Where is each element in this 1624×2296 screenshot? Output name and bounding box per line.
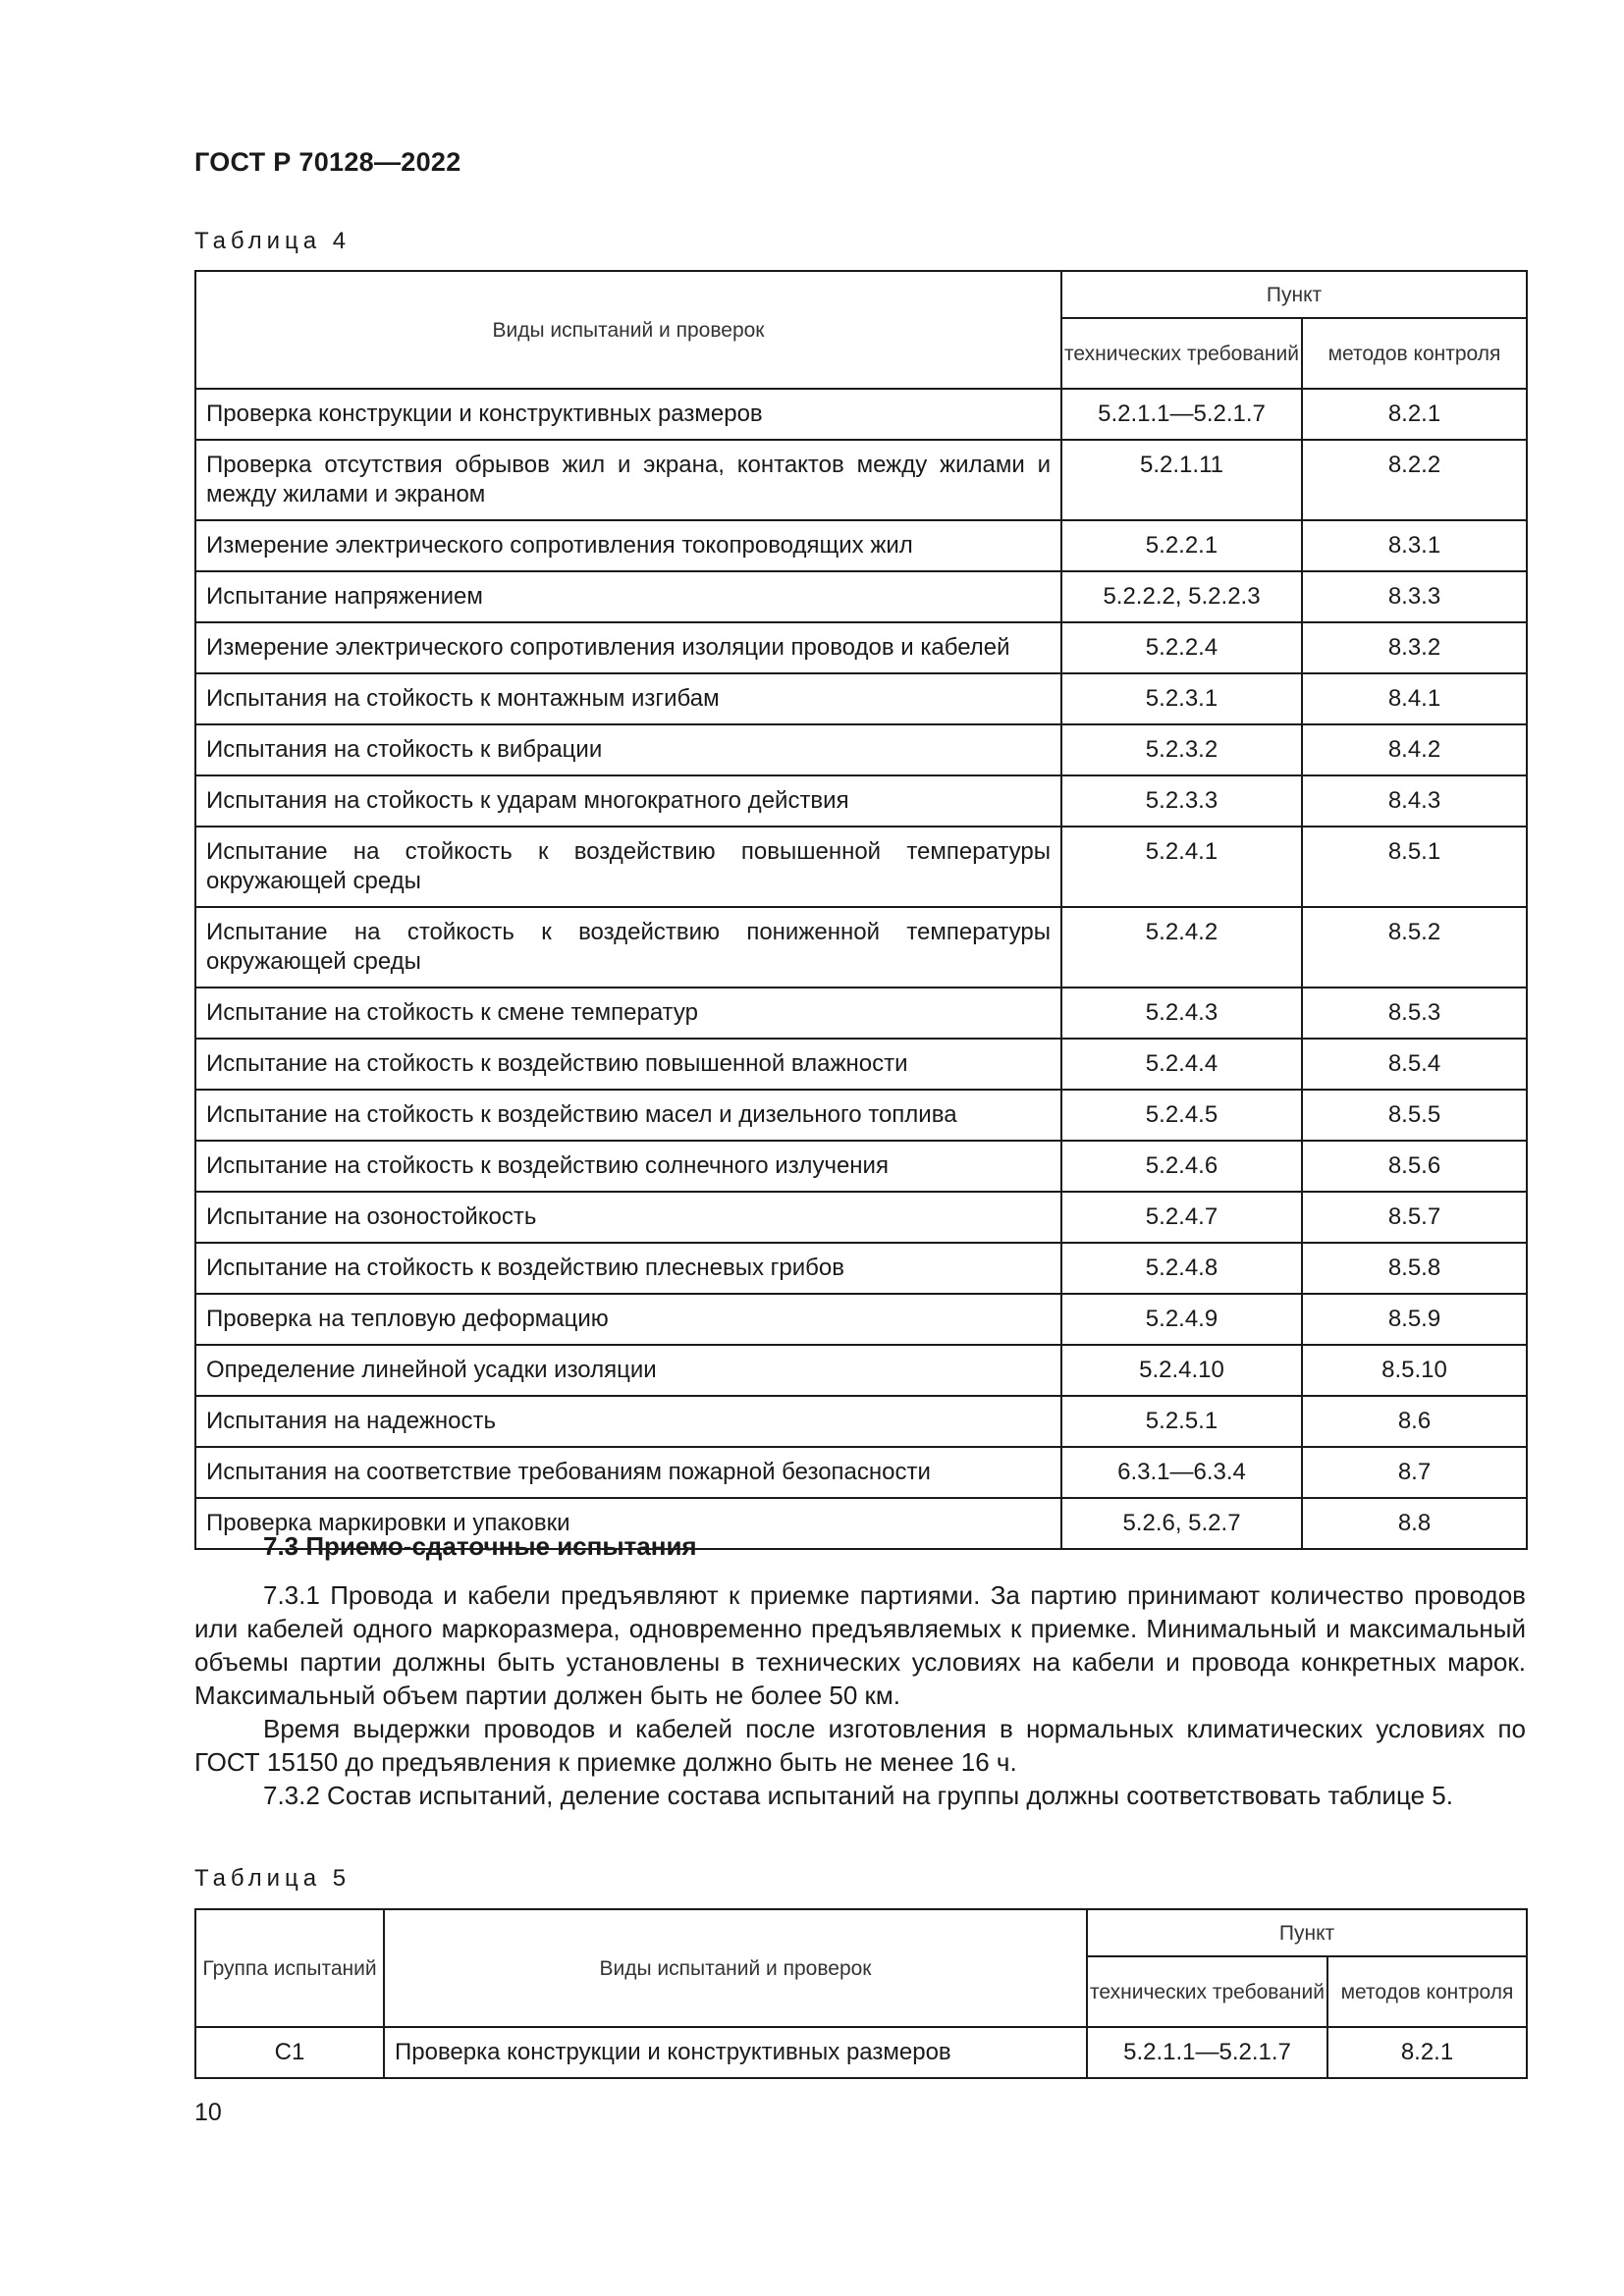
control-method-cell: 8.2.1 — [1327, 2027, 1527, 2078]
table-5-header-methods: методов контроля — [1327, 1956, 1527, 2027]
test-name-cell: Испытания на стойкость к монтажным изгибам — [195, 673, 1061, 724]
control-method-cell: 8.5.3 — [1302, 988, 1527, 1039]
control-method-cell: 8.5.9 — [1302, 1294, 1527, 1345]
table-5-header-test: Виды испытаний и проверок — [384, 1909, 1087, 2027]
control-method-cell: 8.4.2 — [1302, 724, 1527, 775]
test-name-cell: Испытание на стойкость к смене температур — [195, 988, 1061, 1039]
tech-requirement-cell: 5.2.4.4 — [1061, 1039, 1302, 1090]
tech-requirement-cell: 5.2.4.8 — [1061, 1243, 1302, 1294]
tech-requirement-cell: 5.2.1.1—5.2.1.7 — [1087, 2027, 1327, 2078]
table-row — [195, 1345, 1527, 1396]
test-name-cell: Испытания на стойкость к вибрации — [195, 724, 1061, 775]
test-name-cell: Испытания на надежность — [195, 1396, 1061, 1447]
test-name-cell: Испытание на стойкость к воздействию солнечного излучения — [195, 1141, 1061, 1192]
tech-requirement-cell: 5.2.4.3 — [1061, 988, 1302, 1039]
table-row — [195, 775, 1527, 827]
tech-requirement-cell: 5.2.4.1 — [1061, 827, 1302, 907]
control-method-cell: 8.3.1 — [1302, 520, 1527, 571]
test-name-cell: Проверка конструкции и конструктивных размеров — [195, 389, 1061, 440]
tech-requirement-cell: 5.2.3.1 — [1061, 673, 1302, 724]
test-name-cell: Испытание на стойкость к воздействию пониженной температуры окружающей среды — [195, 907, 1061, 988]
table-row — [195, 1294, 1527, 1345]
tech-requirement-cell: 5.2.4.6 — [1061, 1141, 1302, 1192]
table-row — [195, 1039, 1527, 1090]
table-row — [195, 724, 1527, 775]
control-method-cell: 8.4.3 — [1302, 775, 1527, 827]
table-row — [195, 1141, 1527, 1192]
table-row — [195, 1090, 1527, 1141]
table-row — [195, 1396, 1527, 1447]
tech-requirement-cell: 5.2.2.2, 5.2.2.3 — [1061, 571, 1302, 622]
test-name-cell: Определение линейной усадки изоляции — [195, 1345, 1061, 1396]
test-name-cell: Проверка конструкции и конструктивных размеров — [384, 2027, 1087, 2078]
tech-requirement-cell: 5.2.6, 5.2.7 — [1061, 1498, 1302, 1549]
control-method-cell: 8.7 — [1302, 1447, 1527, 1498]
document-code: ГОСТ Р 70128—2022 — [194, 147, 461, 177]
table-4-header-test: Виды испытаний и проверок — [195, 271, 1061, 389]
control-method-cell: 8.5.4 — [1302, 1039, 1527, 1090]
control-method-cell: 8.8 — [1302, 1498, 1527, 1549]
table-row — [195, 1192, 1527, 1243]
control-method-cell: 8.5.8 — [1302, 1243, 1527, 1294]
table-4-header-punkt: Пункт — [1061, 271, 1527, 318]
control-method-cell: 8.3.3 — [1302, 571, 1527, 622]
tech-requirement-cell: 5.2.2.1 — [1061, 520, 1302, 571]
control-method-cell: 8.5.7 — [1302, 1192, 1527, 1243]
table-row — [195, 2027, 1527, 2078]
control-method-cell: 8.5.5 — [1302, 1090, 1527, 1141]
tech-requirement-cell: 5.2.4.7 — [1061, 1192, 1302, 1243]
table-5-body — [195, 2027, 1527, 2078]
table-5-caption: Таблица 5 — [194, 1865, 352, 1892]
test-group-cell: С1 — [195, 2027, 384, 2078]
section-heading: 7.3 Приемо-сдаточные испытания — [263, 1531, 697, 1561]
tech-requirement-cell: 5.2.3.3 — [1061, 775, 1302, 827]
control-method-cell: 8.6 — [1302, 1396, 1527, 1447]
test-name-cell: Проверка маркировки и упаковки — [195, 1498, 1061, 1549]
test-name-cell: Испытания на соответствие требованиям пожарной безопасности — [195, 1447, 1061, 1498]
test-name-cell: Испытание на стойкость к воздействию плесневых грибов — [195, 1243, 1061, 1294]
table-4-header-methods: методов контроля — [1302, 318, 1527, 389]
control-method-cell: 8.2.1 — [1302, 389, 1527, 440]
control-method-cell: 8.5.6 — [1302, 1141, 1527, 1192]
table-row — [195, 622, 1527, 673]
tech-requirement-cell: 5.2.4.10 — [1061, 1345, 1302, 1396]
page-number: 10 — [194, 2099, 222, 2126]
tech-requirement-cell: 5.2.4.2 — [1061, 907, 1302, 988]
table-5 — [194, 1908, 1528, 2079]
control-method-cell: 8.2.2 — [1302, 440, 1527, 520]
table-row — [195, 571, 1527, 622]
test-name-cell: Испытание на озоностойкость — [195, 1192, 1061, 1243]
test-name-cell: Испытание на стойкость к воздействию повышенной температуры окружающей среды — [195, 827, 1061, 907]
paragraph-7-3-1: 7.3.1 Провода и кабели предъявляют к приемке партиями. За партию принимают количество проводов или кабелей одного маркоразмера, одновременно предъявляемых к приемке. Минимальный и максимальный объемы партии должны быть установлены в технических условиях на кабели и провода конкретных марок. Максимальный объем партии должен быть не более 50 км. — [194, 1580, 1526, 1710]
table-5-header-group: Группа испытаний — [195, 1909, 384, 2027]
tech-requirement-cell: 5.2.1.11 — [1061, 440, 1302, 520]
test-name-cell: Испытание напряжением — [195, 571, 1061, 622]
test-name-cell: Испытание на стойкость к воздействию масел и дизельного топлива — [195, 1090, 1061, 1141]
table-row — [195, 440, 1527, 520]
table-5-header-tech: технических требований — [1087, 1956, 1327, 2027]
control-method-cell: 8.5.10 — [1302, 1345, 1527, 1396]
table-4-body — [195, 389, 1527, 1549]
table-row — [195, 389, 1527, 440]
table-row — [195, 988, 1527, 1039]
table-4-header-tech: технических требований — [1061, 318, 1302, 389]
table-4 — [194, 270, 1528, 1550]
table-row — [195, 520, 1527, 571]
test-name-cell: Испытания на стойкость к ударам многократного действия — [195, 775, 1061, 827]
table-row — [195, 907, 1527, 988]
table-row — [195, 1243, 1527, 1294]
tech-requirement-cell: 5.2.1.1—5.2.1.7 — [1061, 389, 1302, 440]
test-name-cell: Измерение электрического сопротивления изоляции проводов и кабелей — [195, 622, 1061, 673]
test-name-cell: Проверка на тепловую деформацию — [195, 1294, 1061, 1345]
table-row — [195, 1447, 1527, 1498]
tech-requirement-cell: 5.2.4.9 — [1061, 1294, 1302, 1345]
tech-requirement-cell: 5.2.3.2 — [1061, 724, 1302, 775]
control-method-cell: 8.4.1 — [1302, 673, 1527, 724]
tech-requirement-cell: 6.3.1—6.3.4 — [1061, 1447, 1302, 1498]
test-name-cell: Испытание на стойкость к воздействию повышенной влажности — [195, 1039, 1061, 1090]
paragraph-7-3-2: 7.3.2 Состав испытаний, деление состава испытаний на группы должны соответствовать таблице 5. — [263, 1781, 1453, 1810]
tech-requirement-cell: 5.2.2.4 — [1061, 622, 1302, 673]
table-5-header-punkt: Пункт — [1087, 1909, 1527, 1956]
control-method-cell: 8.3.2 — [1302, 622, 1527, 673]
test-name-cell: Проверка отсутствия обрывов жил и экрана, контактов между жилами и между жилами и экраном — [195, 440, 1061, 520]
test-name-cell: Измерение электрического сопротивления токопроводящих жил — [195, 520, 1061, 571]
tech-requirement-cell: 5.2.5.1 — [1061, 1396, 1302, 1447]
table-row — [195, 673, 1527, 724]
table-4-caption: Таблица 4 — [194, 228, 352, 254]
control-method-cell: 8.5.1 — [1302, 827, 1527, 907]
control-method-cell: 8.5.2 — [1302, 907, 1527, 988]
tech-requirement-cell: 5.2.4.5 — [1061, 1090, 1302, 1141]
table-row — [195, 827, 1527, 907]
paragraph-aging-time: Время выдержки проводов и кабелей после изготовления в нормальных климатических условиях по ГОСТ 15150 до предъявления к приемке должно быть не менее 16 ч. — [194, 1714, 1526, 1777]
